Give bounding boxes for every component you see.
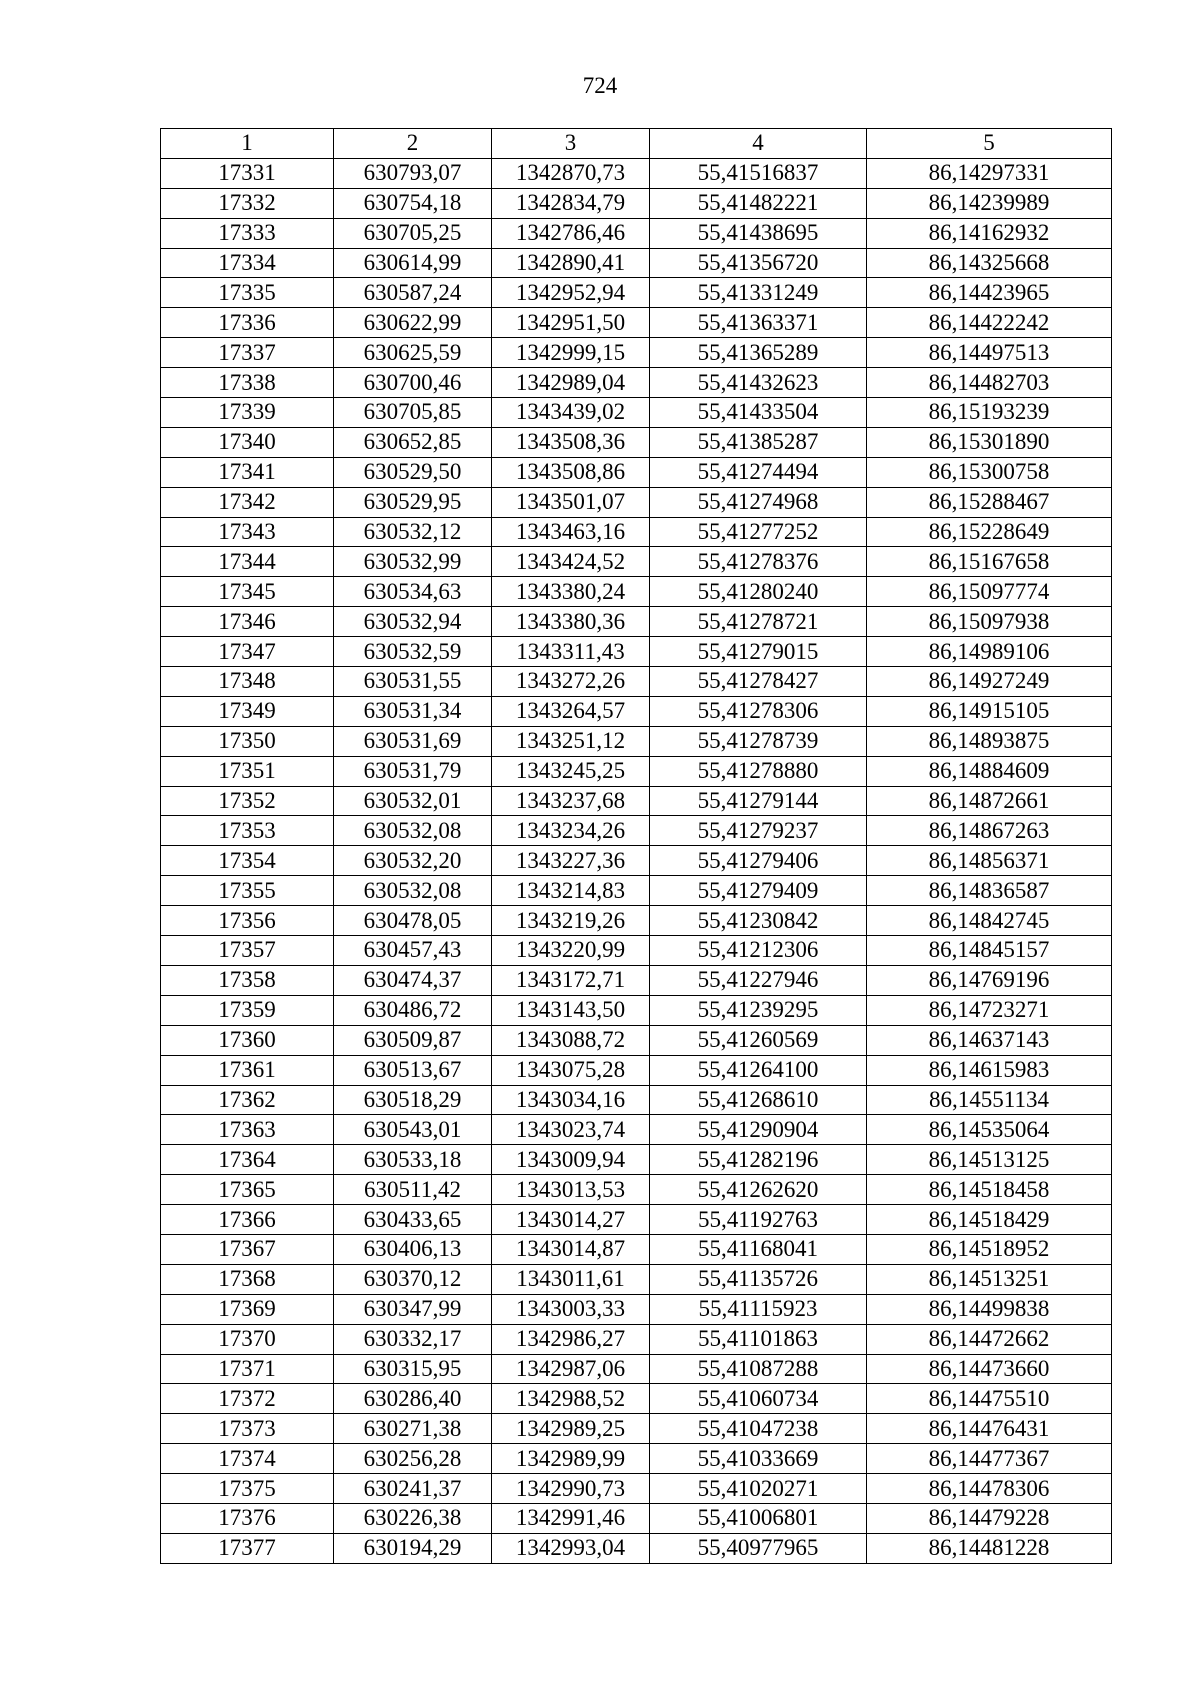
table-row <box>161 1175 1112 1205</box>
table-cell-col-4: 55,41356720 <box>650 248 867 278</box>
table-header <box>161 129 1112 159</box>
table-cell-col-4: 55,41279409 <box>650 876 867 906</box>
table-cell-col-3: 1342986,27 <box>492 1324 650 1354</box>
table-cell-col-3: 1343227,36 <box>492 846 650 876</box>
table-cell-col-1: 17360 <box>161 1025 334 1055</box>
table-row <box>161 308 1112 338</box>
table-cell-col-5: 86,14479228 <box>867 1503 1112 1533</box>
table-cell-col-3: 1342786,46 <box>492 218 650 248</box>
table-cell-col-3: 1343013,53 <box>492 1175 650 1205</box>
table-cell-col-1: 17356 <box>161 906 334 936</box>
table-cell-col-3: 1343220,99 <box>492 936 650 966</box>
table-row <box>161 278 1112 308</box>
table-cell-col-4: 55,40977965 <box>650 1533 867 1563</box>
table-row <box>161 906 1112 936</box>
table-cell-col-4: 55,41365289 <box>650 338 867 368</box>
table-cell-col-3: 1343501,07 <box>492 487 650 517</box>
table-cell-col-3: 1342952,94 <box>492 278 650 308</box>
table-cell-col-1: 17361 <box>161 1055 334 1085</box>
table-cell-col-2: 630286,40 <box>334 1384 492 1414</box>
table-cell-col-5: 86,14477367 <box>867 1444 1112 1474</box>
table-cell-col-4: 55,41385287 <box>650 427 867 457</box>
table-cell-col-4: 55,41168041 <box>650 1234 867 1264</box>
table-cell-col-5: 86,14845157 <box>867 936 1112 966</box>
table-cell-col-2: 630532,12 <box>334 517 492 547</box>
table-cell-col-5: 86,14499838 <box>867 1294 1112 1324</box>
table-cell-col-1: 17340 <box>161 427 334 457</box>
table-row <box>161 1115 1112 1145</box>
table-row <box>161 1474 1112 1504</box>
table-cell-col-4: 55,41516837 <box>650 158 867 188</box>
table-cell-col-2: 630587,24 <box>334 278 492 308</box>
table-cell-col-2: 630478,05 <box>334 906 492 936</box>
table-cell-col-3: 1343439,02 <box>492 398 650 428</box>
table-cell-col-3: 1343508,36 <box>492 427 650 457</box>
table-cell-col-5: 86,14856371 <box>867 846 1112 876</box>
column-header-1: 1 <box>161 129 334 159</box>
table-cell-col-1: 17332 <box>161 188 334 218</box>
table-cell-col-1: 17347 <box>161 637 334 667</box>
table-cell-col-5: 86,14518458 <box>867 1175 1112 1205</box>
table-cell-col-1: 17364 <box>161 1145 334 1175</box>
table-cell-col-4: 55,41047238 <box>650 1414 867 1444</box>
table-cell-col-1: 17368 <box>161 1264 334 1294</box>
table-row <box>161 1444 1112 1474</box>
table-cell-col-2: 630700,46 <box>334 368 492 398</box>
table-cell-col-2: 630705,85 <box>334 398 492 428</box>
table-cell-col-2: 630531,79 <box>334 756 492 786</box>
table-cell-col-5: 86,14842745 <box>867 906 1112 936</box>
table-cell-col-3: 1342999,15 <box>492 338 650 368</box>
table-cell-col-3: 1342951,50 <box>492 308 650 338</box>
table-cell-col-3: 1343237,68 <box>492 786 650 816</box>
table-cell-col-3: 1343034,16 <box>492 1085 650 1115</box>
table-cell-col-3: 1343014,27 <box>492 1205 650 1235</box>
table-cell-col-3: 1343172,71 <box>492 965 650 995</box>
table-row <box>161 816 1112 846</box>
table-cell-col-2: 630532,01 <box>334 786 492 816</box>
table-cell-col-3: 1342890,41 <box>492 248 650 278</box>
table-cell-col-4: 55,41331249 <box>650 278 867 308</box>
table-cell-col-1: 17355 <box>161 876 334 906</box>
table-row <box>161 517 1112 547</box>
column-header-5: 5 <box>867 129 1112 159</box>
table-cell-col-5: 86,14915105 <box>867 696 1112 726</box>
table-cell-col-4: 55,41268610 <box>650 1085 867 1115</box>
table-cell-col-2: 630256,28 <box>334 1444 492 1474</box>
table-cell-col-2: 630532,20 <box>334 846 492 876</box>
table-cell-col-5: 86,15193239 <box>867 398 1112 428</box>
table-cell-col-3: 1342989,99 <box>492 1444 650 1474</box>
table-cell-col-3: 1343219,26 <box>492 906 650 936</box>
table-cell-col-4: 55,41006801 <box>650 1503 867 1533</box>
table-row <box>161 1294 1112 1324</box>
table-cell-col-1: 17374 <box>161 1444 334 1474</box>
table-cell-col-5: 86,14535064 <box>867 1115 1112 1145</box>
table-cell-col-2: 630271,38 <box>334 1414 492 1444</box>
table-row <box>161 218 1112 248</box>
table-cell-col-3: 1343234,26 <box>492 816 650 846</box>
table-cell-col-2: 630532,59 <box>334 637 492 667</box>
table-cell-col-3: 1343023,74 <box>492 1115 650 1145</box>
table-cell-col-1: 17371 <box>161 1354 334 1384</box>
table-cell-col-2: 630652,85 <box>334 427 492 457</box>
table-cell-col-5: 86,15228649 <box>867 517 1112 547</box>
table-row <box>161 1414 1112 1444</box>
table-cell-col-3: 1343143,50 <box>492 995 650 1025</box>
table-cell-col-1: 17345 <box>161 577 334 607</box>
table-cell-col-5: 86,14513125 <box>867 1145 1112 1175</box>
table-row <box>161 607 1112 637</box>
table-body <box>161 158 1112 1563</box>
table-row <box>161 1384 1112 1414</box>
table-row <box>161 1503 1112 1533</box>
table-row <box>161 1145 1112 1175</box>
table-cell-col-1: 17365 <box>161 1175 334 1205</box>
table-cell-col-2: 630705,25 <box>334 218 492 248</box>
table-row <box>161 547 1112 577</box>
table-cell-col-2: 630531,69 <box>334 726 492 756</box>
table-cell-col-5: 86,14637143 <box>867 1025 1112 1055</box>
table-row <box>161 667 1112 697</box>
table-cell-col-1: 17341 <box>161 457 334 487</box>
table-cell-col-1: 17357 <box>161 936 334 966</box>
table-row <box>161 188 1112 218</box>
table-cell-col-5: 86,14723271 <box>867 995 1112 1025</box>
table-row <box>161 577 1112 607</box>
table-cell-col-5: 86,14423965 <box>867 278 1112 308</box>
table-cell-col-1: 17367 <box>161 1234 334 1264</box>
table-cell-col-5: 86,14422242 <box>867 308 1112 338</box>
table-cell-col-4: 55,41280240 <box>650 577 867 607</box>
table-cell-col-1: 17346 <box>161 607 334 637</box>
table-cell-col-1: 17336 <box>161 308 334 338</box>
column-header-4: 4 <box>650 129 867 159</box>
table-cell-col-5: 86,14927249 <box>867 667 1112 697</box>
table-row <box>161 487 1112 517</box>
table-cell-col-2: 630226,38 <box>334 1503 492 1533</box>
table-row <box>161 1234 1112 1264</box>
table-row <box>161 965 1112 995</box>
table-row <box>161 936 1112 966</box>
table-cell-col-1: 17349 <box>161 696 334 726</box>
table-cell-col-4: 55,41278880 <box>650 756 867 786</box>
table-row <box>161 995 1112 1025</box>
table-cell-col-3: 1343011,61 <box>492 1264 650 1294</box>
table-cell-col-2: 630194,29 <box>334 1533 492 1563</box>
table-cell-col-1: 17348 <box>161 667 334 697</box>
table-row <box>161 427 1112 457</box>
table-cell-col-4: 55,41279237 <box>650 816 867 846</box>
table-row <box>161 756 1112 786</box>
table-cell-col-1: 17366 <box>161 1205 334 1235</box>
table-cell-col-2: 630533,18 <box>334 1145 492 1175</box>
table-cell-col-2: 630529,95 <box>334 487 492 517</box>
table-row <box>161 398 1112 428</box>
coordinates-table <box>160 128 1112 1564</box>
table-cell-col-1: 17333 <box>161 218 334 248</box>
table-cell-col-1: 17372 <box>161 1384 334 1414</box>
table-cell-col-2: 630332,17 <box>334 1324 492 1354</box>
table-row <box>161 726 1112 756</box>
table-cell-col-2: 630622,99 <box>334 308 492 338</box>
table-cell-col-1: 17375 <box>161 1474 334 1504</box>
table-cell-col-1: 17362 <box>161 1085 334 1115</box>
table-cell-col-2: 630625,59 <box>334 338 492 368</box>
table-cell-col-4: 55,41279144 <box>650 786 867 816</box>
table-cell-col-3: 1343214,83 <box>492 876 650 906</box>
table-cell-col-1: 17338 <box>161 368 334 398</box>
table-cell-col-1: 17353 <box>161 816 334 846</box>
table-cell-col-5: 86,15097774 <box>867 577 1112 607</box>
table-cell-col-2: 630534,63 <box>334 577 492 607</box>
table-cell-col-4: 55,41020271 <box>650 1474 867 1504</box>
table-row <box>161 368 1112 398</box>
table-cell-col-1: 17358 <box>161 965 334 995</box>
page-number: 724 <box>582 73 618 98</box>
table-cell-col-1: 17352 <box>161 786 334 816</box>
table-cell-col-1: 17335 <box>161 278 334 308</box>
table-cell-col-5: 86,14478306 <box>867 1474 1112 1504</box>
table-cell-col-2: 630433,65 <box>334 1205 492 1235</box>
table-cell-col-1: 17343 <box>161 517 334 547</box>
table-cell-col-3: 1342834,79 <box>492 188 650 218</box>
table-cell-col-3: 1342870,73 <box>492 158 650 188</box>
table-cell-col-3: 1343424,52 <box>492 547 650 577</box>
table-cell-col-1: 17369 <box>161 1294 334 1324</box>
table-cell-col-5: 86,14836587 <box>867 876 1112 906</box>
table-cell-col-4: 55,41060734 <box>650 1384 867 1414</box>
table-cell-col-1: 17376 <box>161 1503 334 1533</box>
table-row <box>161 696 1112 726</box>
table-cell-col-5: 86,14239989 <box>867 188 1112 218</box>
table-cell-col-5: 86,14513251 <box>867 1264 1112 1294</box>
table-cell-col-3: 1343311,43 <box>492 637 650 667</box>
table-cell-col-5: 86,14472662 <box>867 1324 1112 1354</box>
table-row <box>161 1264 1112 1294</box>
table-cell-col-2: 630532,94 <box>334 607 492 637</box>
table-cell-col-1: 17339 <box>161 398 334 428</box>
table-cell-col-5: 86,15301890 <box>867 427 1112 457</box>
table-cell-col-1: 17359 <box>161 995 334 1025</box>
table-cell-col-5: 86,15300758 <box>867 457 1112 487</box>
table-cell-col-2: 630315,95 <box>334 1354 492 1384</box>
table-cell-col-4: 55,41363371 <box>650 308 867 338</box>
table-cell-col-2: 630486,72 <box>334 995 492 1025</box>
table-cell-col-2: 630457,43 <box>334 936 492 966</box>
table-cell-col-5: 86,15288467 <box>867 487 1112 517</box>
table-cell-col-4: 55,41264100 <box>650 1055 867 1085</box>
table-cell-col-4: 55,41239295 <box>650 995 867 1025</box>
table-cell-col-4: 55,41212306 <box>650 936 867 966</box>
table-cell-col-3: 1343251,12 <box>492 726 650 756</box>
table-cell-col-1: 17363 <box>161 1115 334 1145</box>
table-row <box>161 457 1112 487</box>
table-row <box>161 1055 1112 1085</box>
table-cell-col-1: 17334 <box>161 248 334 278</box>
table-row <box>161 1354 1112 1384</box>
table-cell-col-2: 630543,01 <box>334 1115 492 1145</box>
table-cell-col-5: 86,14476431 <box>867 1414 1112 1444</box>
table-cell-col-4: 55,41278721 <box>650 607 867 637</box>
table-cell-col-2: 630793,07 <box>334 158 492 188</box>
table-cell-col-2: 630614,99 <box>334 248 492 278</box>
table-row <box>161 637 1112 667</box>
table-cell-col-2: 630532,99 <box>334 547 492 577</box>
table-cell-col-4: 55,41230842 <box>650 906 867 936</box>
table-cell-col-5: 86,15167658 <box>867 547 1112 577</box>
table-cell-col-3: 1342988,52 <box>492 1384 650 1414</box>
table-cell-col-2: 630513,67 <box>334 1055 492 1085</box>
table-cell-col-4: 55,41279406 <box>650 846 867 876</box>
table-cell-col-5: 86,14162932 <box>867 218 1112 248</box>
table-cell-col-3: 1342989,04 <box>492 368 650 398</box>
table-cell-col-1: 17373 <box>161 1414 334 1444</box>
table-cell-col-3: 1342991,46 <box>492 1503 650 1533</box>
table-cell-col-1: 17370 <box>161 1324 334 1354</box>
table-cell-col-3: 1343088,72 <box>492 1025 650 1055</box>
table-cell-col-5: 86,15097938 <box>867 607 1112 637</box>
table-row <box>161 786 1112 816</box>
table-cell-col-4: 55,41278739 <box>650 726 867 756</box>
table-cell-col-5: 86,14518952 <box>867 1234 1112 1264</box>
table-cell-col-5: 86,14615983 <box>867 1055 1112 1085</box>
table-cell-col-2: 630532,08 <box>334 876 492 906</box>
table-cell-col-3: 1343463,16 <box>492 517 650 547</box>
table-cell-col-2: 630531,55 <box>334 667 492 697</box>
table-cell-col-5: 86,14893875 <box>867 726 1112 756</box>
table-cell-col-3: 1343014,87 <box>492 1234 650 1264</box>
table-cell-col-1: 17351 <box>161 756 334 786</box>
table-cell-col-4: 55,41274968 <box>650 487 867 517</box>
table-row <box>161 846 1112 876</box>
table-cell-col-2: 630347,99 <box>334 1294 492 1324</box>
table-cell-col-5: 86,14884609 <box>867 756 1112 786</box>
table-cell-col-4: 55,41482221 <box>650 188 867 218</box>
table-cell-col-5: 86,14551134 <box>867 1085 1112 1115</box>
table-cell-col-1: 17331 <box>161 158 334 188</box>
table-cell-col-3: 1343380,24 <box>492 577 650 607</box>
table-cell-col-1: 17350 <box>161 726 334 756</box>
table-cell-col-2: 630509,87 <box>334 1025 492 1055</box>
table-cell-col-5: 86,14867263 <box>867 816 1112 846</box>
table-cell-col-3: 1343009,94 <box>492 1145 650 1175</box>
table-row <box>161 1085 1112 1115</box>
column-header-2: 2 <box>334 129 492 159</box>
table-cell-col-4: 55,41260569 <box>650 1025 867 1055</box>
table-row <box>161 876 1112 906</box>
table-row <box>161 158 1112 188</box>
table-cell-col-4: 55,41433504 <box>650 398 867 428</box>
table-cell-col-5: 86,14769196 <box>867 965 1112 995</box>
table-cell-col-5: 86,14473660 <box>867 1354 1112 1384</box>
table-cell-col-2: 630532,08 <box>334 816 492 846</box>
table-cell-col-2: 630529,50 <box>334 457 492 487</box>
table-cell-col-2: 630754,18 <box>334 188 492 218</box>
table-cell-col-1: 17337 <box>161 338 334 368</box>
table-cell-col-5: 86,14482703 <box>867 368 1112 398</box>
table-cell-col-2: 630511,42 <box>334 1175 492 1205</box>
table-cell-col-3: 1343075,28 <box>492 1055 650 1085</box>
table-cell-col-4: 55,41135726 <box>650 1264 867 1294</box>
table-cell-col-2: 630531,34 <box>334 696 492 726</box>
table-cell-col-4: 55,41279015 <box>650 637 867 667</box>
table-cell-col-3: 1343245,25 <box>492 756 650 786</box>
table-cell-col-1: 17342 <box>161 487 334 517</box>
table-row <box>161 1533 1112 1563</box>
header-row <box>161 129 1112 159</box>
table-cell-col-5: 86,14989106 <box>867 637 1112 667</box>
table-cell-col-3: 1343264,57 <box>492 696 650 726</box>
table-cell-col-5: 86,14297331 <box>867 158 1112 188</box>
table-cell-col-5: 86,14481228 <box>867 1533 1112 1563</box>
table-cell-col-5: 86,14475510 <box>867 1384 1112 1414</box>
table-cell-col-1: 17344 <box>161 547 334 577</box>
table-row <box>161 1324 1112 1354</box>
table-row <box>161 248 1112 278</box>
table-cell-col-4: 55,41115923 <box>650 1294 867 1324</box>
table-cell-col-3: 1342987,06 <box>492 1354 650 1384</box>
table-cell-col-4: 55,41278376 <box>650 547 867 577</box>
table-cell-col-3: 1342989,25 <box>492 1414 650 1444</box>
table-cell-col-3: 1343003,33 <box>492 1294 650 1324</box>
table-cell-col-4: 55,41277252 <box>650 517 867 547</box>
table-cell-col-5: 86,14872661 <box>867 786 1112 816</box>
table-cell-col-4: 55,41227946 <box>650 965 867 995</box>
table-cell-col-4: 55,41192763 <box>650 1205 867 1235</box>
table-cell-col-4: 55,41087288 <box>650 1354 867 1384</box>
table-cell-col-2: 630474,37 <box>334 965 492 995</box>
table-row <box>161 1025 1112 1055</box>
table-cell-col-4: 55,41282196 <box>650 1145 867 1175</box>
table-cell-col-3: 1343380,36 <box>492 607 650 637</box>
table-row <box>161 338 1112 368</box>
table-cell-col-4: 55,41278427 <box>650 667 867 697</box>
table-cell-col-3: 1342990,73 <box>492 1474 650 1504</box>
table-cell-col-5: 86,14518429 <box>867 1205 1112 1235</box>
table-cell-col-3: 1343508,86 <box>492 457 650 487</box>
table-cell-col-1: 17377 <box>161 1533 334 1563</box>
table-cell-col-2: 630518,29 <box>334 1085 492 1115</box>
table-cell-col-4: 55,41101863 <box>650 1324 867 1354</box>
table-cell-col-5: 86,14325668 <box>867 248 1112 278</box>
table-cell-col-4: 55,41033669 <box>650 1444 867 1474</box>
table-cell-col-4: 55,41274494 <box>650 457 867 487</box>
table-cell-col-4: 55,41262620 <box>650 1175 867 1205</box>
table-cell-col-2: 630241,37 <box>334 1474 492 1504</box>
table-cell-col-2: 630406,13 <box>334 1234 492 1264</box>
table-cell-col-3: 1342993,04 <box>492 1533 650 1563</box>
table-row <box>161 1205 1112 1235</box>
table-cell-col-3: 1343272,26 <box>492 667 650 697</box>
table-cell-col-4: 55,41432623 <box>650 368 867 398</box>
table-cell-col-4: 55,41290904 <box>650 1115 867 1145</box>
table-cell-col-2: 630370,12 <box>334 1264 492 1294</box>
table-cell-col-4: 55,41438695 <box>650 218 867 248</box>
table-cell-col-5: 86,14497513 <box>867 338 1112 368</box>
table-cell-col-4: 55,41278306 <box>650 696 867 726</box>
table-cell-col-1: 17354 <box>161 846 334 876</box>
column-header-3: 3 <box>492 129 650 159</box>
